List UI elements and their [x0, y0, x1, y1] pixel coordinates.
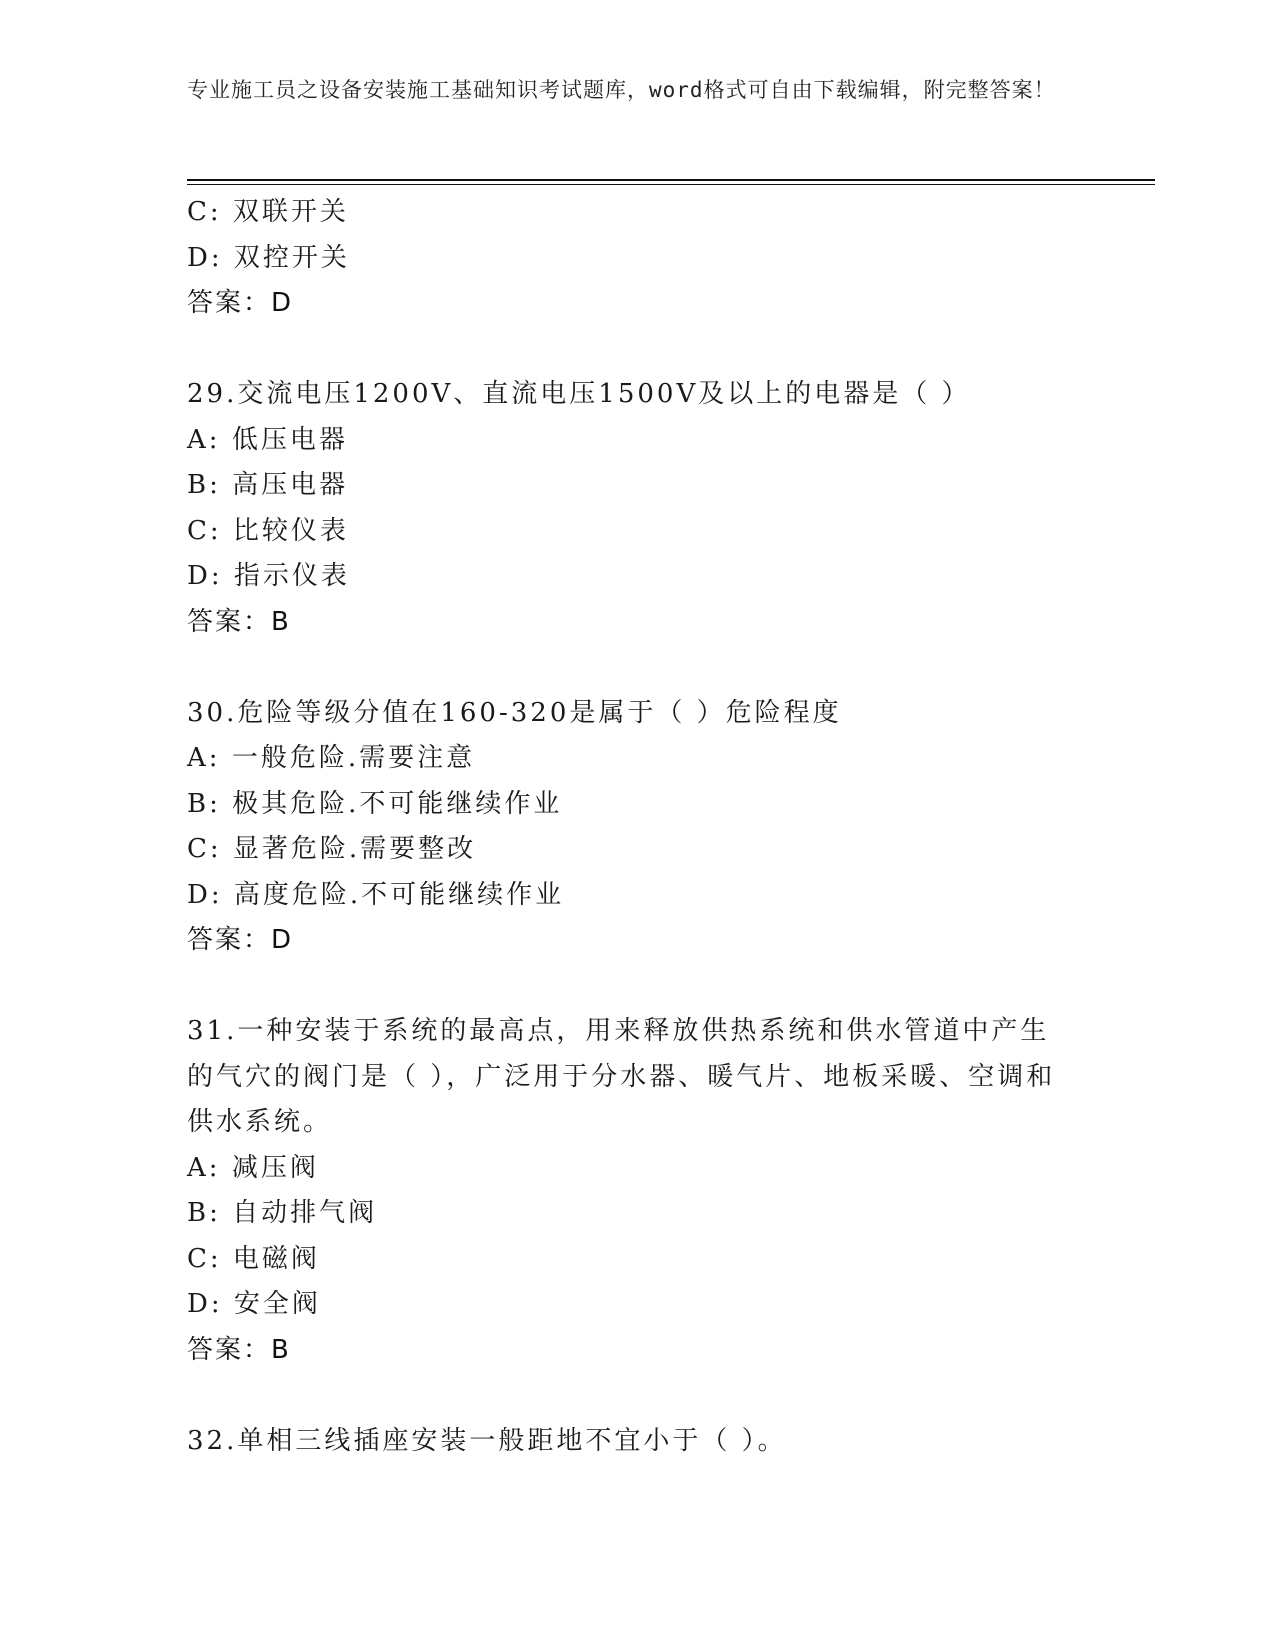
- option-a: A: 一般危险.需要注意: [187, 743, 476, 773]
- question-stem: 29.交流电压1200V、直流电压1500V及以上的电器是（ ）: [187, 379, 971, 409]
- header-divider-thick: [187, 179, 1155, 181]
- option-d: D: 高度危险.不可能继续作业: [187, 879, 565, 910]
- question-stem: 32.单相三线插座安装一般距地不宜小于（ ）。: [187, 1425, 787, 1456]
- option-d: D: 指示仪表: [187, 561, 350, 591]
- option-a: A: 低压电器: [187, 424, 348, 455]
- question-32: [187, 1419, 1087, 1465]
- answer-line: 答案：B: [187, 1334, 291, 1365]
- answer-line: 答案：D: [187, 925, 294, 955]
- option-d: D: 双控开关: [187, 242, 350, 273]
- question-stem: 31.一种安装于系统的最高点，用来释放供热系统和供水管道中产生的气穴的阀门是（ ），广泛用于分水器、暖气片、地板采暖、空调和供水系统。: [187, 1016, 1056, 1137]
- question-31: [187, 1009, 1087, 1373]
- option-c: C: 显著危险.需要整改: [187, 834, 477, 864]
- answer-line: 答案：B: [187, 606, 291, 637]
- question-29: [187, 372, 1087, 645]
- option-a: A: 减压阀: [187, 1152, 319, 1183]
- option-c: C: 电磁阀: [187, 1243, 320, 1274]
- option-c: C: 双联开关: [187, 197, 349, 227]
- header-divider-thin: [187, 184, 1155, 185]
- option-d: D: 安全阀: [187, 1289, 321, 1319]
- option-b: B: 高压电器: [187, 470, 349, 500]
- question-stem: 30.危险等级分值在160-320是属于（ ）危险程度: [187, 697, 842, 728]
- option-b: B: 极其危险.不可能继续作业: [187, 788, 563, 819]
- question-continued: [187, 190, 1087, 327]
- question-30: [187, 691, 1087, 964]
- spacer: [187, 1373, 1087, 1419]
- document-header: 专业施工员之设备安装施工基础知识考试题库，word格式可自由下载编辑，附完整答案！: [187, 78, 1056, 102]
- question-list: [187, 190, 1087, 1464]
- option-b: B: 自动排气阀: [187, 1198, 378, 1228]
- spacer: [187, 645, 1087, 691]
- option-c: C: 比较仪表: [187, 515, 349, 546]
- spacer: [187, 964, 1087, 1010]
- answer-line: 答案：D: [187, 288, 294, 318]
- spacer: [187, 327, 1087, 373]
